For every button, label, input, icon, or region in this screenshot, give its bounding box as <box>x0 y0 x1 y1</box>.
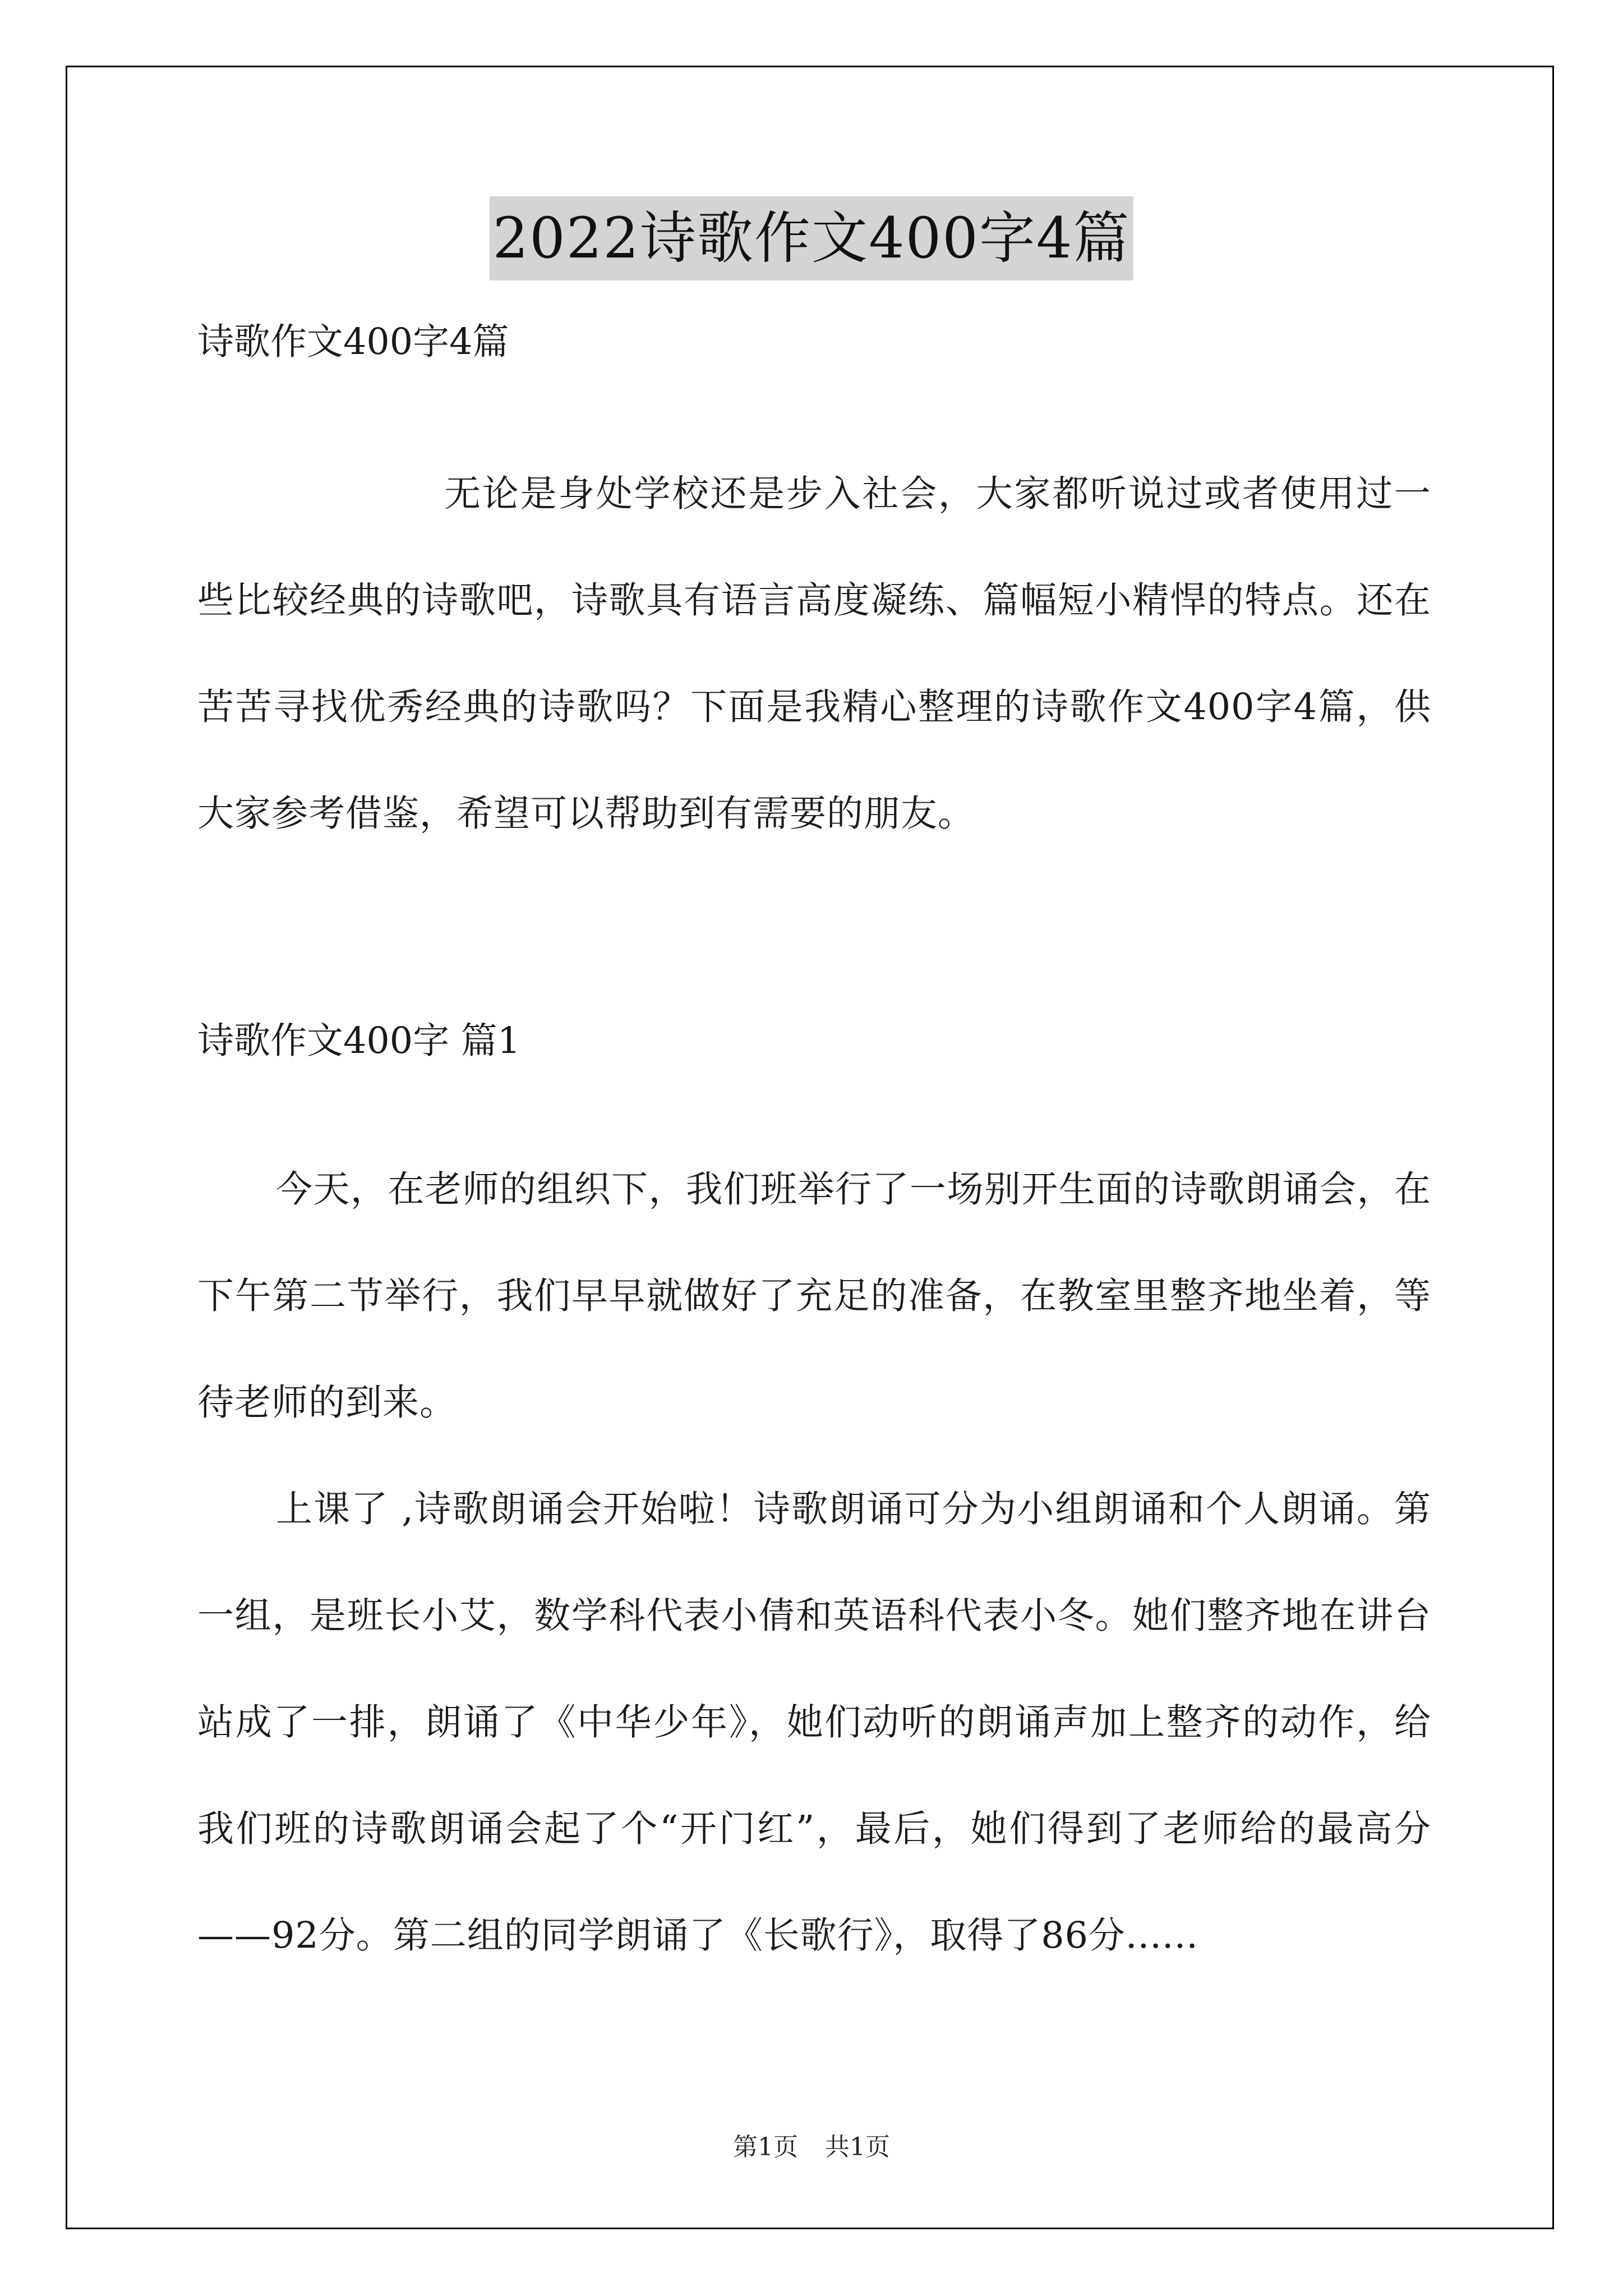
title-container <box>0 196 1623 280</box>
document-body <box>197 309 1431 1989</box>
page-number: 第1页 <box>733 2133 798 2161</box>
page-total: 共1页 <box>825 2133 890 2161</box>
body-paragraph: 今天，在老师的组织下，我们班举行了一场别开生面的诗歌朗诵会，在下午第二节举行，我们早早就做好了充足的准备，在教室里整齐地坐着，等待老师的到来。 <box>197 1168 1431 1424</box>
intro-paragraph: 无论是身处学校还是步入社会，大家都听说过或者使用过一些比较经典的诗歌吧，诗歌具有语言高度凝练、篇幅短小精悍的特点。还在苦苦寻找优秀经典的诗歌吗？下面是我精心整理的诗歌作文400字4篇，供大家参考借鉴，希望可以帮助到有需要的朋友。 <box>197 473 1431 835</box>
section-heading: 诗歌作文400字 篇1 <box>197 1020 521 1062</box>
document-title: 2022诗歌作文400字4篇 <box>490 196 1134 280</box>
page-footer <box>0 2131 1623 2164</box>
body-paragraph: 上课了 ,诗歌朗诵会开始啦！诗歌朗诵可分为小组朗诵和个人朗诵。第一组，是班长小艾，数学科代表小倩和英语科代表小冬。她们整齐地在讲台站成了一排，朗诵了《中华少年》，她们动听的朗诵声加上整齐的动作，给我们班的诗歌朗诵会起了个“开门红”，最后，她们得到了老师给的最高分——92分。第二组的同学朗诵了《长歌行》，取得了86分...... <box>197 1488 1431 1957</box>
document-subtitle: 诗歌作文400字4篇 <box>197 321 509 363</box>
